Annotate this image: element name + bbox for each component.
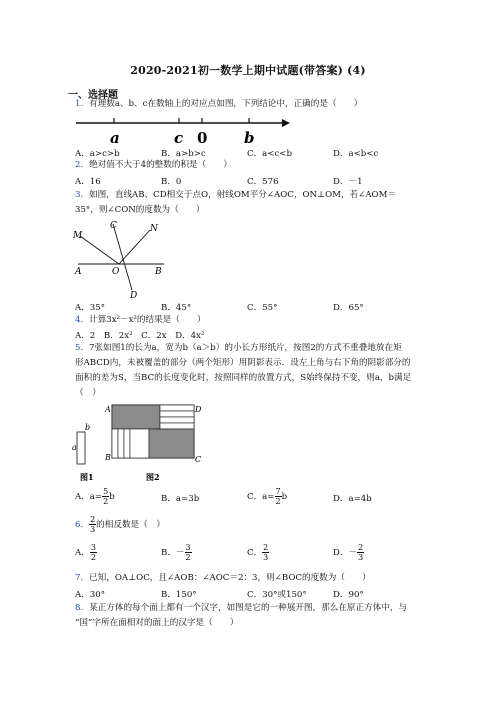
option-prefix: A． bbox=[75, 548, 90, 558]
figure-1-caption: 图1 bbox=[80, 472, 94, 482]
question-text: 某正方体的每个面上都有一个汉字，如图是它的一种展开图，那么在原正方体中，与 bbox=[89, 603, 408, 613]
numerator: 2 bbox=[358, 543, 364, 552]
label-B: B bbox=[105, 453, 111, 462]
ray-on bbox=[119, 230, 150, 264]
option-prefix: A．a= bbox=[75, 492, 103, 502]
label-0: 0 bbox=[197, 129, 208, 147]
option-b[interactable]: B．45° bbox=[161, 303, 192, 313]
label-b: b bbox=[244, 129, 255, 147]
denominator: 2 bbox=[90, 553, 96, 562]
question-6 bbox=[75, 515, 165, 534]
strip bbox=[160, 423, 194, 429]
option-d[interactable]: D．90° bbox=[333, 590, 364, 600]
option-b[interactable]: B．0 bbox=[161, 177, 182, 187]
option-a[interactable]: A．30° bbox=[75, 590, 106, 600]
question-8-line1 bbox=[75, 603, 407, 614]
numerator: 3 bbox=[185, 543, 191, 552]
strip bbox=[118, 429, 124, 458]
option-d[interactable] bbox=[333, 543, 364, 562]
label-a: a bbox=[72, 443, 77, 452]
question-number: 3． bbox=[75, 190, 90, 200]
question-8-line2: “国”字所在面相对的面上的汉字是（ ） bbox=[75, 618, 239, 628]
option-d[interactable]: D．65° bbox=[333, 303, 364, 313]
option-c[interactable]: C．576 bbox=[247, 177, 279, 187]
option-b[interactable] bbox=[161, 543, 192, 562]
label-b: b bbox=[85, 423, 91, 432]
numerator: 3 bbox=[90, 543, 96, 552]
exam-title: 2020-2021初一数学上期中试题(带答案) (4) bbox=[130, 64, 366, 77]
question-text: 绝对值不大于4的整数的积是（ ） bbox=[89, 160, 233, 170]
option-prefix: D．－ bbox=[333, 548, 358, 558]
label-A: A bbox=[105, 405, 111, 414]
denominator: 3 bbox=[358, 553, 364, 562]
question-text: 有理数a、b、c在数轴上的对应点如图，下列结论中，正确的是（ ） bbox=[89, 99, 363, 109]
option-prefix: C．a= bbox=[247, 492, 275, 502]
numerator: 2 bbox=[90, 515, 96, 524]
fraction bbox=[90, 543, 97, 562]
option-b[interactable]: B．150° bbox=[161, 590, 197, 600]
option-a[interactable]: A．35° bbox=[75, 303, 106, 313]
strip bbox=[160, 405, 194, 411]
question-4 bbox=[75, 315, 206, 326]
strip bbox=[124, 429, 130, 458]
label-M: M bbox=[73, 231, 83, 241]
option-prefix: B．－ bbox=[161, 548, 185, 558]
option-c[interactable]: C．30°或150° bbox=[247, 590, 307, 600]
angle-figure bbox=[72, 216, 172, 300]
label-B: B bbox=[155, 267, 162, 277]
figure-2-caption: 图2 bbox=[146, 472, 160, 482]
question-text: 的相反数是（ ） bbox=[96, 520, 165, 530]
small-rectangle bbox=[77, 432, 85, 464]
strip bbox=[130, 429, 149, 458]
question-5-line1 bbox=[75, 343, 402, 354]
question-2 bbox=[75, 160, 232, 171]
label-N: N bbox=[150, 224, 158, 234]
arrow-head bbox=[282, 119, 290, 127]
question-number: 2． bbox=[75, 160, 90, 170]
question-1 bbox=[75, 99, 362, 110]
option-d[interactable]: D．－1 bbox=[333, 177, 363, 187]
option-a[interactable] bbox=[75, 543, 97, 562]
question-number: 1． bbox=[75, 99, 90, 109]
option-c[interactable] bbox=[247, 543, 269, 562]
denominator: 2 bbox=[103, 497, 109, 506]
shaded-bottom-right bbox=[149, 429, 194, 458]
label-C: C bbox=[195, 455, 202, 464]
denominator: 3 bbox=[90, 525, 96, 534]
denominator: 3 bbox=[263, 553, 269, 562]
shaded-top-left bbox=[112, 405, 160, 429]
option-prefix: C． bbox=[247, 548, 263, 558]
fraction bbox=[262, 543, 269, 562]
option-d[interactable]: D．a=4b bbox=[333, 494, 372, 504]
numerator: 5 bbox=[103, 487, 109, 496]
question-5-line3: 面积的差为S，当BC的长度变化时，按照同样的放置方式，S始终保持不变，则a，b满足 bbox=[75, 373, 412, 383]
option-c[interactable] bbox=[247, 487, 287, 506]
ray-om bbox=[80, 236, 119, 264]
label-C: C bbox=[110, 221, 117, 231]
fraction bbox=[275, 487, 282, 506]
label-O: O bbox=[112, 267, 120, 277]
label-c: c bbox=[174, 129, 184, 147]
q4-options[interactable]: A．2 B．2x² C．2x D．4x² bbox=[75, 331, 205, 341]
fraction bbox=[185, 543, 192, 562]
question-7 bbox=[75, 573, 371, 584]
section-heading: 一、选择题 bbox=[68, 90, 118, 101]
strip bbox=[160, 417, 194, 423]
question-number: 6． bbox=[75, 520, 90, 530]
question-text: 如图，直线AB、CD相交于点O，射线OM平分∠AOC，ON⊥OM，若∠AOM＝ bbox=[89, 190, 396, 200]
line-cd bbox=[113, 224, 132, 290]
label-D: D bbox=[130, 291, 138, 300]
question-number: 7． bbox=[75, 573, 90, 583]
label-A: A bbox=[75, 267, 82, 277]
question-5-line2: 形ABCD内，未被覆盖的部分（两个矩形）用阴影表示．设左上角与右下角的阴影部分的 bbox=[75, 358, 411, 368]
option-a[interactable] bbox=[75, 487, 115, 506]
option-suffix: b bbox=[281, 492, 288, 502]
number-line-figure bbox=[72, 112, 292, 148]
question-number: 5． bbox=[75, 343, 90, 353]
question-text: 7张如图1的长为a，宽为b（a＞b）的小长方形纸片，按图2的方式不重叠地放在矩 bbox=[89, 343, 402, 353]
denominator: 2 bbox=[185, 553, 191, 562]
strip bbox=[160, 411, 194, 417]
option-b[interactable]: B．a>b>c bbox=[161, 149, 206, 159]
option-a[interactable]: A．16 bbox=[75, 177, 101, 187]
label-a: a bbox=[110, 129, 120, 147]
option-b[interactable]: B．a=3b bbox=[161, 494, 200, 504]
numerator: 7 bbox=[275, 487, 281, 496]
question-number: 4． bbox=[75, 315, 90, 325]
option-a[interactable]: A．a>c>b bbox=[75, 149, 120, 159]
question-3-line1 bbox=[75, 190, 396, 201]
option-suffix: b bbox=[109, 492, 115, 502]
denominator: 2 bbox=[275, 497, 281, 506]
question-text: 计算3x²－x²的结果是（ ） bbox=[89, 315, 206, 325]
option-c[interactable]: C．55° bbox=[247, 303, 278, 313]
numerator: 2 bbox=[263, 543, 269, 552]
fraction bbox=[357, 543, 364, 562]
question-3-line2: 35°，则∠CON的度数为（ ） bbox=[75, 205, 205, 215]
question-5-line4: （ ） bbox=[75, 388, 101, 398]
rectangles-figure bbox=[72, 400, 212, 484]
strip bbox=[112, 429, 118, 458]
label-D: D bbox=[195, 405, 202, 414]
question-number: 8． bbox=[75, 603, 90, 613]
option-c[interactable]: C．a<c<b bbox=[247, 149, 293, 159]
question-text: 已知，OA⊥OC，且∠AOB：∠AOC＝2：3，则∠BOC的度数为（ ） bbox=[89, 573, 371, 583]
option-d[interactable]: D．a<b<c bbox=[333, 149, 379, 159]
